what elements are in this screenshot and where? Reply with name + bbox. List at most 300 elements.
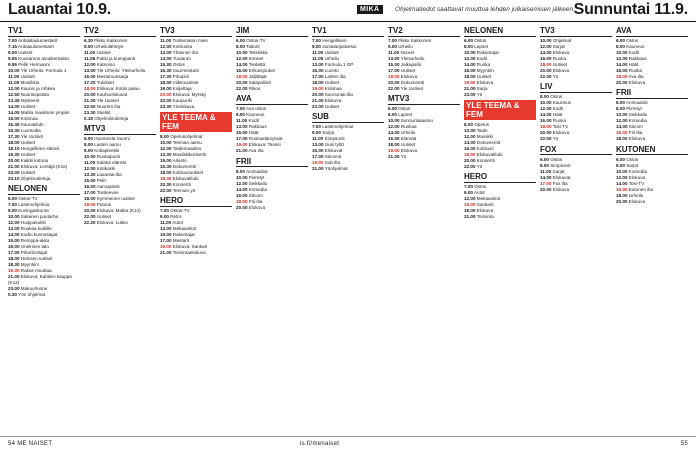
program-time: 18.00 <box>8 256 20 262</box>
program-time: 12.00 <box>8 220 20 226</box>
program-listing <box>160 56 232 61</box>
program-title: Sketsit <box>96 110 111 115</box>
program-listing <box>8 92 80 97</box>
program-listing <box>84 98 156 103</box>
program-listing <box>388 44 460 49</box>
program-time: 6.00 <box>540 156 549 162</box>
program-listing <box>388 124 460 129</box>
program-title: Elokuva <box>400 148 418 154</box>
program-title: Elokuva <box>628 136 646 142</box>
channel-block <box>84 26 156 121</box>
program-listing <box>160 80 232 85</box>
program-time: 7.00 <box>8 202 17 208</box>
program-title: Ava ostos <box>245 106 267 112</box>
program-listing <box>84 208 156 213</box>
program-time: 10.00 <box>84 154 96 160</box>
channel-name: TV1 <box>8 26 80 37</box>
program-listing <box>312 50 384 55</box>
program-time: 18.00 <box>616 192 628 198</box>
program-title: Lasten ilta <box>324 74 346 79</box>
program-time: 19.00 <box>160 244 172 250</box>
channel-name: SUB <box>312 112 384 123</box>
program-title: Elokuva <box>476 208 494 214</box>
program-time: 20.00 <box>84 92 96 97</box>
program-listing <box>84 220 156 225</box>
program-listing <box>388 106 460 111</box>
program-title: Musiikkia <box>20 80 40 85</box>
tv-schedule-columns <box>8 26 688 434</box>
channel-name: FOX <box>540 145 612 156</box>
program-title: Komedia <box>628 118 647 124</box>
program-time: 14.00 <box>540 50 552 55</box>
program-time: 8.00 <box>464 44 473 49</box>
program-title: Yö <box>400 154 407 160</box>
program-time: 21.00 <box>312 166 324 172</box>
program-listing <box>236 175 308 180</box>
program-time: 18.00 <box>540 62 552 67</box>
channel-block <box>312 112 384 171</box>
schedule-column <box>540 26 612 434</box>
program-title: Kaikki kotona <box>20 158 49 163</box>
channel-block <box>616 88 688 141</box>
program-title: Kuningaskunta <box>18 208 49 214</box>
program-time: 17.30 <box>160 74 172 79</box>
program-listing <box>312 166 384 171</box>
program-title: Konsertti <box>172 181 191 187</box>
program-time: 22.00 <box>160 187 172 193</box>
program-listing <box>540 175 612 180</box>
program-listing <box>540 100 612 105</box>
channel-block <box>84 124 156 225</box>
program-listing <box>464 190 536 195</box>
program-title: Jäljittäjät <box>248 74 267 79</box>
program-time: 21.00 <box>388 154 400 160</box>
program-title: Rakentajat <box>172 232 195 238</box>
program-time: 11.00 <box>160 38 172 43</box>
program-listing <box>160 208 232 213</box>
program-title: Elokuva <box>400 74 418 79</box>
program-listing <box>464 74 536 79</box>
program-listing <box>236 118 308 123</box>
program-listing <box>8 80 80 85</box>
program-time: 18.00 <box>160 80 172 85</box>
program-listing <box>8 104 80 109</box>
program-listing <box>236 199 308 204</box>
program-title: Ostos <box>550 94 563 100</box>
program-title: Pikku Kakkonen <box>398 38 432 43</box>
program-time: 6.30 <box>84 38 93 43</box>
program-listing <box>160 188 232 193</box>
program-time: 16.00 <box>312 68 324 73</box>
program-title: Ostos <box>398 106 411 112</box>
program-listing <box>312 142 384 147</box>
program-title: Elokuva <box>476 80 494 85</box>
program-listing <box>160 170 232 175</box>
program-time: 20.00 <box>464 157 476 163</box>
program-title: Uutiset <box>324 80 340 85</box>
program-time: 13.30 <box>160 151 172 157</box>
disclaimer-tagline: Ohjelmatiedot saattavat muuttua lehden julkaisemisen jälkeen. <box>395 6 575 13</box>
program-title: Tekniikka <box>248 50 268 55</box>
program-listing <box>84 160 156 165</box>
program-listing <box>236 38 308 43</box>
program-time: 13.00 <box>84 68 96 73</box>
program-title: Kotiruoka <box>172 44 193 49</box>
program-title: Erikoisjoukot <box>248 68 275 73</box>
program-title: Toimintaelokuva <box>172 250 206 256</box>
program-listing <box>236 80 308 85</box>
program-listing <box>312 160 384 165</box>
program-listing <box>312 136 384 141</box>
program-listing <box>464 164 536 169</box>
schedule-column <box>84 26 156 434</box>
program-listing <box>8 214 80 219</box>
program-time: 14.00 <box>236 62 248 67</box>
channel-name: TV2 <box>84 26 156 37</box>
program-time: 22.00 <box>84 104 96 109</box>
schedule-column <box>312 26 384 434</box>
program-title: Animaatiot <box>625 100 648 106</box>
program-time: 18.00 <box>464 208 476 214</box>
program-title: Hengellinen elämä <box>20 146 59 151</box>
program-listing <box>84 104 156 109</box>
program-title: Uutiset <box>324 104 340 109</box>
program-listing <box>236 50 308 55</box>
program-title: Kulttuuri <box>476 145 494 151</box>
program-time: 9.00 <box>312 130 321 136</box>
program-listing <box>8 262 80 267</box>
program-title: Sitcom <box>628 124 643 130</box>
program-listing <box>540 163 612 168</box>
program-title: Kauneus <box>626 44 645 49</box>
program-listing <box>616 44 688 49</box>
program-title: Salainen puutarha <box>20 214 59 220</box>
program-listing <box>540 62 612 67</box>
program-title: Urheilu <box>400 130 416 136</box>
program-title: Uutiset <box>324 50 339 55</box>
program-time: 12.00 <box>616 118 628 124</box>
program-listing <box>160 238 232 243</box>
program-listing <box>160 244 232 249</box>
program-listing <box>8 62 80 67</box>
program-title: Salapoliisit <box>248 80 271 85</box>
program-time: 16.00 <box>84 184 96 190</box>
program-time: 10.00 <box>236 50 248 55</box>
program-listing <box>160 182 232 187</box>
program-time: 18.00 <box>388 142 400 148</box>
program-listing <box>616 118 688 123</box>
program-time: 11.05 <box>312 56 324 61</box>
program-listing <box>8 128 80 133</box>
program-time: 20.00 <box>616 198 628 204</box>
program-time: 12.00 <box>8 86 20 91</box>
program-listing <box>464 146 536 151</box>
program-listing <box>312 38 384 43</box>
program-time: 19.00 <box>312 160 324 166</box>
program-title: Rakentajat <box>476 50 499 55</box>
program-title: Kotimaa <box>20 116 38 121</box>
program-title: Tiedettä <box>248 62 266 67</box>
program-title: Elokuva: Kotiin paluu <box>96 86 140 91</box>
program-time: 17.00 <box>84 190 96 196</box>
channel-name: MTV3 <box>84 124 156 135</box>
program-time: 14.00 <box>540 112 552 118</box>
program-listing <box>236 136 308 141</box>
program-title: Huomenta Suomi <box>94 136 130 142</box>
program-time: 18.10 <box>8 146 20 151</box>
program-listing <box>8 116 80 121</box>
program-title: Uutiset <box>20 104 36 109</box>
channel-name: HERO <box>464 172 536 183</box>
program-title: Ostos-TV <box>170 208 190 214</box>
channel-block <box>540 26 612 79</box>
program-title: Simpsonit <box>324 136 345 142</box>
program-listing <box>540 68 612 73</box>
footer-url: is.fi/menaiset <box>300 441 340 447</box>
program-listing <box>160 140 232 145</box>
program-time: 16.30 <box>160 163 172 169</box>
program-listing <box>84 74 156 79</box>
program-time: 12.00 <box>464 133 476 139</box>
channel-name: FRII <box>616 88 688 99</box>
program-time: 18.00 <box>616 74 628 79</box>
program-title: Ardalaulumestarit <box>17 44 54 49</box>
program-time: 10.00 <box>388 118 400 124</box>
program-time: 15.00 <box>236 130 248 136</box>
program-title: Kauhuelokuvat <box>96 92 128 97</box>
program-time: 20.00 <box>540 68 552 73</box>
program-time: 11.05 <box>84 56 96 61</box>
program-time: 12.00 <box>84 166 96 172</box>
program-time: 12.00 <box>464 196 476 202</box>
program-title: Pelle Hermanni <box>18 62 50 67</box>
program-time: 14.00 <box>616 62 628 67</box>
program-time: 10.00 <box>616 168 628 174</box>
program-title: Ruokaelämyksiä <box>248 136 283 142</box>
program-time: 10.00 <box>540 100 552 106</box>
channel-name: YLE TEEMA & FEM <box>464 100 536 120</box>
program-time: 10.00 <box>8 214 20 220</box>
program-listing <box>8 220 80 225</box>
program-time: 8.00 <box>540 94 549 100</box>
program-title: Elokuva <box>628 198 646 204</box>
channel-name: HERO <box>160 196 232 207</box>
program-listing <box>464 128 536 133</box>
program-listing <box>616 74 688 79</box>
program-time: 13.00 <box>312 142 324 148</box>
program-title: Kodit <box>628 50 640 55</box>
program-title: Opetusohjelmat <box>170 133 203 139</box>
program-listing <box>236 148 308 153</box>
program-time: 14.00 <box>464 62 476 67</box>
program-listing <box>236 56 308 61</box>
program-time: 16.30 <box>160 68 172 73</box>
program-title: Pelit <box>96 178 106 184</box>
program-title: Ostos <box>550 156 563 162</box>
program-listing <box>464 208 536 213</box>
program-title: Sitcom <box>248 192 263 198</box>
program-time: 20.30 <box>160 181 172 187</box>
program-listing <box>84 184 156 189</box>
program-time: 23.00 <box>8 170 20 175</box>
program-time: 23.10 <box>8 176 20 181</box>
program-listing <box>8 196 80 201</box>
program-title: Simpsonit <box>550 162 571 168</box>
program-time: 9.00 <box>312 44 321 49</box>
program-listing <box>8 226 80 231</box>
program-listing <box>616 130 688 135</box>
program-listing <box>160 146 232 151</box>
program-title: Pukki ja kumppanit <box>96 56 136 61</box>
program-listing <box>388 80 460 85</box>
program-title: Arkisto <box>172 157 187 163</box>
program-listing <box>236 62 308 67</box>
program-time: 7.00 <box>236 106 245 112</box>
program-listing <box>540 106 612 111</box>
program-title: Matka maailman ympäri <box>20 110 70 115</box>
schedule-column <box>464 26 536 434</box>
program-listing <box>84 92 156 97</box>
right-date-title: Sunnuntai 11.9. <box>573 1 688 18</box>
program-listing <box>312 80 384 85</box>
program-listing <box>8 292 80 297</box>
program-title: Uutiset <box>20 170 36 175</box>
program-title: Aamupäivä <box>96 184 120 190</box>
program-time: 21.00 <box>8 164 20 169</box>
program-time: 6.00 <box>464 38 473 43</box>
program-title: Toiminta <box>476 214 494 220</box>
program-time: 20.00 <box>540 130 552 136</box>
program-title: Elokuva: Myrsky <box>172 92 207 97</box>
program-time: 12.00 <box>616 174 628 180</box>
program-listing <box>540 169 612 174</box>
program-listing <box>8 170 80 175</box>
program-time: 20.00 <box>160 92 172 97</box>
program-title: Lauantai-ilta <box>96 172 122 178</box>
program-listing <box>8 244 80 249</box>
program-listing <box>540 136 612 141</box>
program-listing <box>84 110 156 115</box>
program-listing <box>312 148 384 153</box>
program-time: 16.00 <box>616 68 628 73</box>
program-time: 12.00 <box>616 56 628 61</box>
program-listing <box>540 94 612 99</box>
program-listing <box>464 140 536 145</box>
program-title: Tuntematon mies <box>172 38 208 43</box>
program-title: Unelmien talo <box>20 244 49 250</box>
program-listing <box>616 80 688 85</box>
program-listing <box>8 152 80 157</box>
program-title: Rikos <box>248 86 261 91</box>
program-time: 11.00 <box>312 136 324 142</box>
channel-name: JIM <box>236 26 308 37</box>
program-title: Autot <box>473 190 485 196</box>
program-time: 9.00 <box>464 190 473 196</box>
program-time: 16.00 <box>84 74 96 79</box>
program-time: 10.00 <box>236 174 248 180</box>
program-time: 12.00 <box>388 124 400 130</box>
program-title: Mestarit <box>172 238 190 244</box>
program-time: 19.30 <box>8 152 20 157</box>
program-time: 18.00 <box>236 74 248 79</box>
program-title: Sarjat <box>626 162 639 168</box>
program-listing <box>616 175 688 180</box>
program-listing <box>464 50 536 55</box>
program-time: 10.00 <box>616 50 628 55</box>
program-title: Lapset <box>398 112 413 118</box>
program-listing <box>8 256 80 261</box>
program-listing <box>84 178 156 183</box>
program-listing <box>616 50 688 55</box>
channel-name: TV3 <box>160 26 232 37</box>
channel-block <box>236 26 308 91</box>
program-time: 14.00 <box>540 174 552 180</box>
program-listing <box>616 199 688 204</box>
program-time: 7.00 <box>312 124 321 130</box>
channel-name: YLE TEEMA & FEM <box>160 112 232 132</box>
program-listing <box>236 44 308 49</box>
program-time: 11.00 <box>236 118 248 124</box>
program-title: Tositeevee <box>96 190 119 196</box>
program-time: 18.00 <box>464 151 476 157</box>
program-listing <box>388 142 460 147</box>
channel-name: TV3 <box>540 26 612 37</box>
program-time: 13.00 <box>8 226 20 232</box>
program-listing <box>464 202 536 207</box>
program-listing <box>540 157 612 162</box>
program-title: Elämää <box>400 136 417 142</box>
program-listing <box>8 176 80 181</box>
program-listing <box>8 122 80 127</box>
channel-block <box>312 26 384 109</box>
program-time: 12.00 <box>540 106 552 112</box>
program-listing <box>8 74 80 79</box>
program-time: 16.00 <box>8 244 20 250</box>
program-listing <box>8 164 80 169</box>
program-title: Uutiset <box>552 62 568 67</box>
program-title: Sitcomit <box>324 154 342 160</box>
program-listing <box>84 196 156 201</box>
program-time: 12.00 <box>464 56 476 61</box>
program-time: 7.00 <box>464 184 473 190</box>
program-listing <box>8 86 80 91</box>
program-listing <box>84 202 156 207</box>
program-time: 15.30 <box>160 62 172 67</box>
program-title: Ruoka <box>476 62 491 67</box>
program-listing <box>160 220 232 225</box>
program-time: 0.30 <box>8 291 17 297</box>
program-time: 17.00 <box>236 136 248 142</box>
footer-left: 54 ME NAISET <box>8 441 53 447</box>
program-title: Yö <box>552 136 559 142</box>
program-title: Ohjelmistotietoja <box>94 116 129 121</box>
program-time: 16.00 <box>540 118 552 124</box>
program-time: 8.00 <box>464 121 473 127</box>
program-listing <box>388 56 460 61</box>
program-time: 20.00 <box>540 186 552 192</box>
program-title: Elokuva: Lukko <box>96 220 128 226</box>
channel-name: FRII <box>236 157 308 168</box>
program-listing <box>388 38 460 43</box>
program-title: Yleisurheilu <box>400 56 425 61</box>
channel-block <box>160 112 232 193</box>
program-time: 19.00 <box>312 86 324 91</box>
program-time: 13.00 <box>388 56 400 61</box>
program-time: 14.00 <box>616 180 628 186</box>
program-time: 8.00 <box>388 112 397 118</box>
left-date-title: Lauantai 10.9. <box>8 1 112 18</box>
program-listing <box>616 62 688 67</box>
